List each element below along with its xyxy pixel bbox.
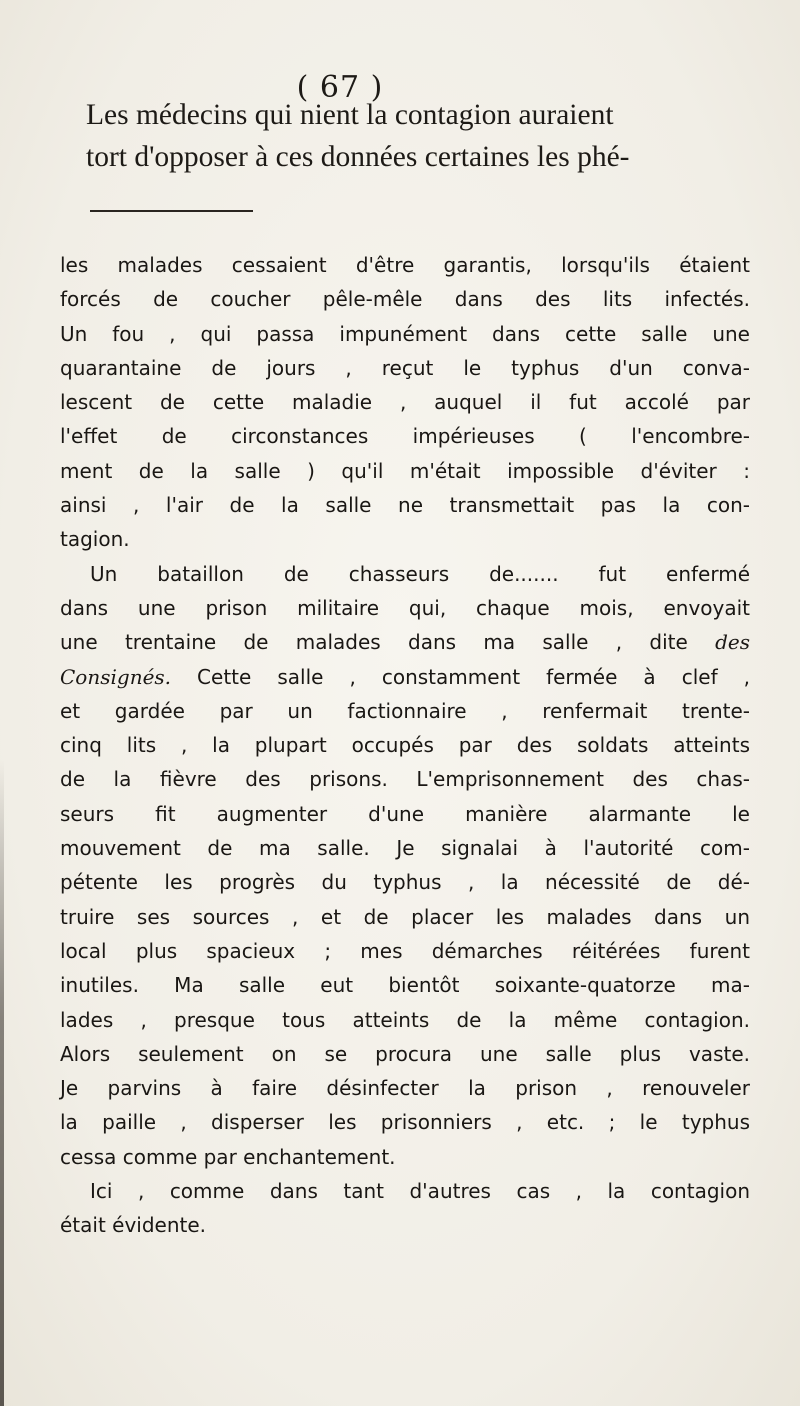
text-line: tort d'opposer à ces données certaines les phé- (86, 141, 630, 173)
text-line: cinq lits , la plupart occupés par des soldats atteints (60, 733, 750, 758)
text-line: mouvement de ma salle. Je signalai à l'autorité com- (60, 836, 750, 861)
text-segment: Cette salle , constamment fermée à clef , (171, 664, 750, 689)
page-number: ( 67 ) (296, 70, 384, 105)
top-paragraph (86, 94, 726, 178)
text-line: local plus spacieux ; mes démarches réitérées furent (60, 938, 750, 963)
text-line: inutiles. Ma salle eut bientôt soixante-quatorze ma- (60, 973, 750, 998)
text-line: était évidente. (60, 1213, 207, 1238)
italic-text: des (715, 630, 750, 655)
text-line: lades , presque tous atteints de la même contagion. (60, 1007, 750, 1032)
text-line: ment de la salle ) qu'il m'était impossible d'éviter : (60, 458, 750, 483)
text-line (60, 625, 750, 659)
text-line: Un fou , qui passa impunément dans cette salle une (60, 321, 750, 346)
text-line: Je parvins à faire désinfecter la prison , renouveler (60, 1076, 750, 1101)
text-line: ainsi , l'air de la salle ne transmettait pas la con- (60, 493, 750, 518)
text-line: et gardée par un factionnaire , renfermait trente- (60, 698, 750, 723)
text-line: quarantaine de jours , reçut le typhus d'un conva- (60, 355, 750, 380)
text-line: forcés de coucher pêle-mêle dans des lits infectés. (60, 287, 750, 312)
text-line: Un bataillon de chasseurs de....... fut enfermé (90, 561, 750, 586)
text-line (60, 660, 750, 694)
text-line: tagion. (60, 527, 130, 552)
text-line: cessa comme par enchantement. (60, 1144, 396, 1169)
text-line: pétente les progrès du typhus , la nécessité de dé- (60, 870, 750, 895)
text-line: lescent de cette maladie , auquel il fut accolé par (60, 390, 750, 415)
text-line: Les médecins qui nient la contagion auraient (86, 99, 614, 131)
text-line: Ici , comme dans tant d'autres cas , la contagion (90, 1179, 750, 1204)
text-line: Alors seulement on se procura une salle plus vaste. (60, 1041, 750, 1066)
footnote-rule (90, 210, 253, 212)
footnote-text (60, 248, 750, 1243)
text-line: de la fièvre des prisons. L'emprisonnement des chas- (60, 767, 750, 792)
text-segment: une trentaine de malades dans ma salle , dite (60, 630, 688, 655)
text-line: l'effet de circonstances impérieuses ( l'encombre- (60, 424, 750, 449)
text-line: la paille , disperser les prisonniers , etc. ; le typhus (60, 1110, 750, 1135)
text-line: seurs fit augmenter d'une manière alarmante le (60, 801, 750, 826)
text-line: les malades cessaient d'être garantis, lorsqu'ils étaient (60, 253, 750, 277)
italic-text: Consignés. (60, 664, 172, 689)
text-line: dans une prison militaire qui, chaque mois, envoyait (60, 595, 750, 620)
text-line: truire ses sources , et de placer les malades dans un (60, 904, 750, 929)
page-edge-shadow (0, 760, 4, 1406)
